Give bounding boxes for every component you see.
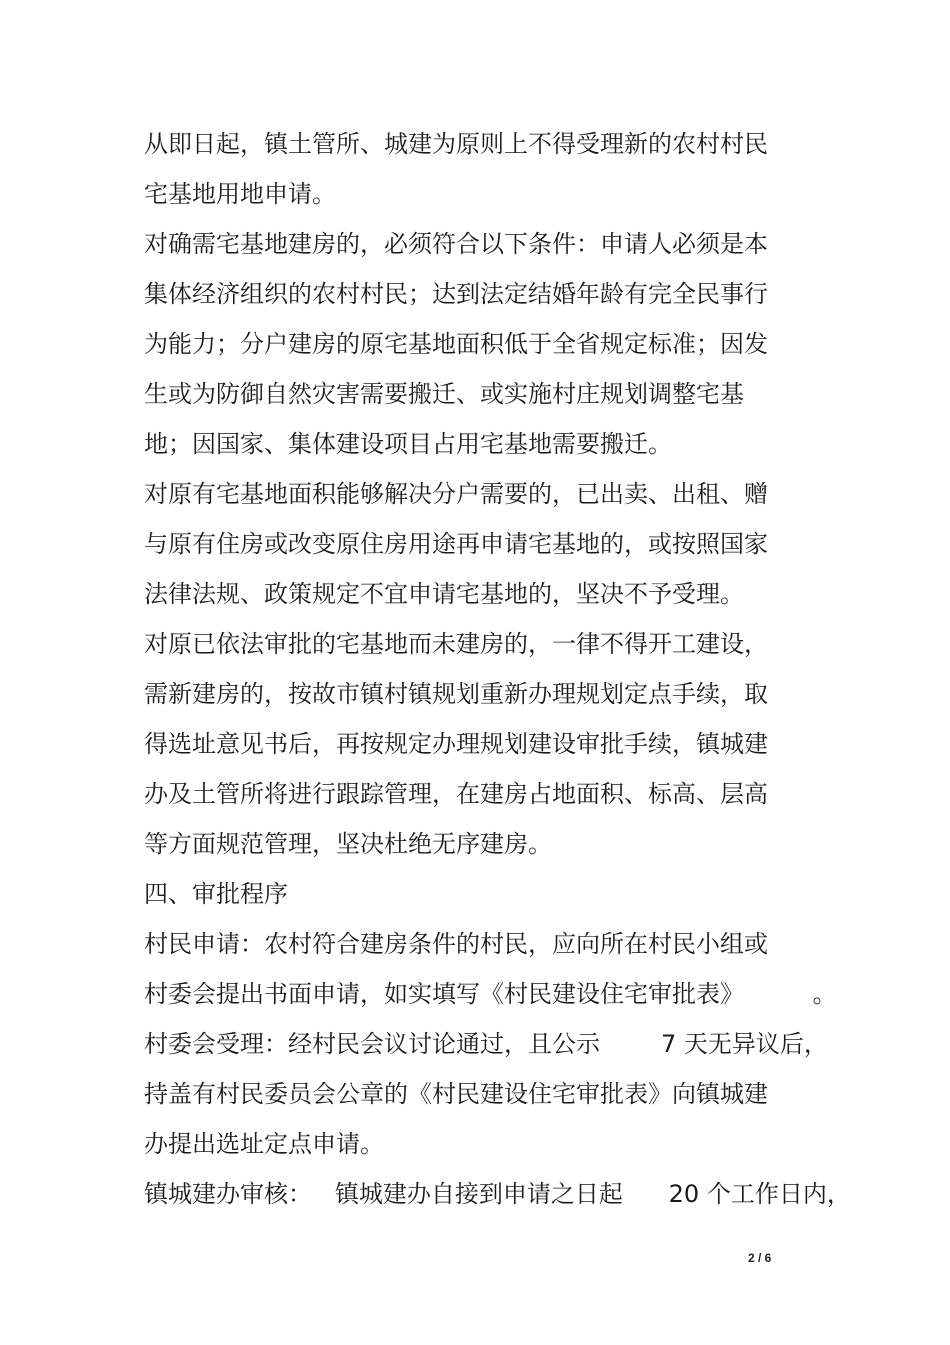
text-line: 等方面规范管理，坚决杜绝无序建房。 <box>144 830 552 858</box>
text-line: 集体经济组织的农村村民；达到法定结婚年龄有完全民事行 <box>144 280 768 308</box>
text-line: 村民申请：农村符合建房条件的村民，应向所在村民小组或 <box>144 930 768 958</box>
section-heading: 四、审批程序 <box>144 880 288 908</box>
text-line: 镇城建办审核： 镇城建办自接到申请之日起 20 个工作日内， <box>144 1180 851 1208</box>
text-line: 对确需宅基地建房的，必须符合以下条件：申请人必须是本 <box>144 230 768 258</box>
text-line: 对原已依法审批的宅基地而未建房的，一律不得开工建设， <box>144 630 768 658</box>
text-line: 生或为防御自然灾害需要搬迁、或实施村庄规划调整宅基 <box>144 380 744 408</box>
text-line: 与原有住房或改变原住房用途再申请宅基地的，或按照国家 <box>144 530 768 558</box>
text-line: 法律法规、政策规定不宜申请宅基地的，坚决不予受理。 <box>144 580 744 608</box>
text-line: 宅基地用地申请。 <box>144 180 336 208</box>
text-line: 地；因国家、集体建设项目占用宅基地需要搬迁。 <box>144 430 672 458</box>
text-line: 办及土管所将进行跟踪管理，在建房占地面积、标高、层高 <box>144 780 768 808</box>
text-line: 为能力；分户建房的原宅基地面积低于全省规定标准；因发 <box>144 330 768 358</box>
text-line: 村委会受理：经村民会议讨论通过，且公示 7 天无异议后， <box>144 1030 828 1058</box>
text-line: 需新建房的，按故市镇村镇规划重新办理规划定点手续，取 <box>144 680 768 708</box>
text-line: 村委会提出书面申请，如实填写《村民建设住宅审批表》 。 <box>144 980 837 1008</box>
page-number: 2 / 6 <box>748 1251 772 1265</box>
text-line: 从即日起，镇土管所、城建为原则上不得受理新的农村村民 <box>144 130 768 158</box>
text-line: 得选址意见书后，再按规定办理规划建设审批手续，镇城建 <box>144 730 768 758</box>
text-line: 持盖有村民委员会公章的《村民建设住宅审批表》向镇城建 <box>144 1080 768 1108</box>
text-line: 办提出选址定点申请。 <box>144 1130 384 1158</box>
text-line: 对原有宅基地面积能够解决分户需要的，已出卖、出租、赠 <box>144 480 768 508</box>
